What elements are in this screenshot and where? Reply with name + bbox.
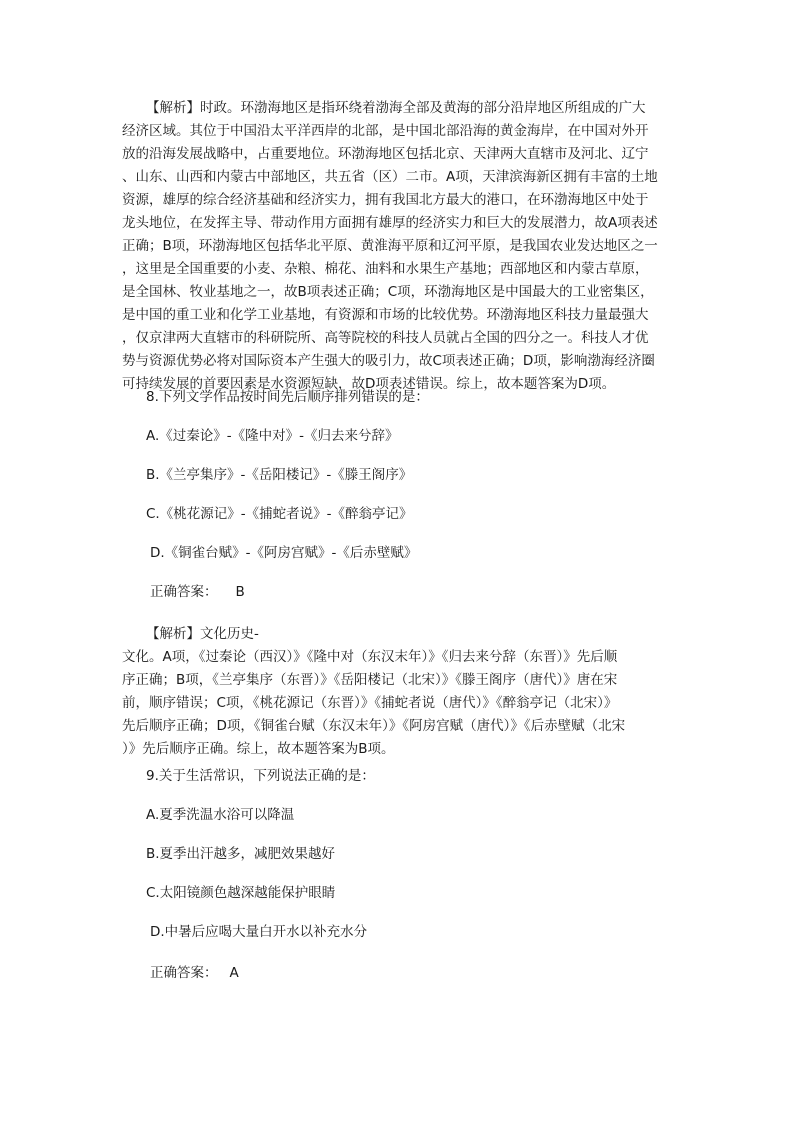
q9-option-c: C.太阳镜颜色越深越能保护眼睛 <box>146 885 336 901</box>
q8-option-d: D.《铜雀台赋》-《阿房宫赋》-《后赤壁赋》 <box>150 545 418 561</box>
q9-option-a: A.夏季洗温水浴可以降温 <box>146 807 295 823</box>
q9-option-b: B.夏季出汗越多，减肥效果越好 <box>146 846 336 862</box>
analysis-line: ，这里是全国重要的小麦、杂粮、棉花、油料和水果生产基地；西部地区和内蒙古草原， <box>122 261 649 277</box>
answer-value: B <box>235 584 245 600</box>
analysis-line: 势与资源优势必将对国际资本产生强大的吸引力，故C项表述正确；D项，影响渤海经济圈 <box>122 353 655 369</box>
q9-question: 9.关于生活常识，下列说法正确的是： <box>146 768 375 784</box>
q8-option-c: C.《桃花源记》-《捕蛇者说》-《醉翁亭记》 <box>146 506 413 522</box>
analysis-line: 龙头地位，在发挥主导、带动作用方面拥有雄厚的经济实力和巨大的发展潜力，故A项表述 <box>122 215 658 231</box>
analysis-line: 先后顺序正确；D项，《铜雀台赋（东汉末年）》《阿房宫赋（唐代）》《后赤壁赋（北宋 <box>122 718 626 734</box>
q9-option-d: D.中暑后应喝大量白开水以补充水分 <box>150 924 368 940</box>
analysis-line: 放的沿海发展战略中，占重要地位。环渤海地区包括北京、天津两大直辖市及河北、辽宁 <box>122 146 649 162</box>
analysis-line: 文化。A项，《过秦论（西汉）》《隆中对（东汉末年）》《归去来兮辞（东晋）》先后顺 <box>122 649 618 665</box>
analysis-line: 序正确；B项，《兰亭集序（东晋）》《岳阳楼记（北宋）》《滕王阁序（唐代）》唐在宋 <box>122 672 618 688</box>
analysis-line: 是中国的重工业和化学工业基地，有资源和市场的比较优势。环渤海地区科技力量最强大 <box>122 307 649 323</box>
analysis-line: 可持续发展的首要因素是水资源短缺，故D项表述错误。综上，故本题答案为D项。 <box>122 376 616 392</box>
analysis-line: 前，顺序错误；C项，《桃花源记（东晋）》《捕蛇者说（唐代）》《醉翁亭记（北宋）》 <box>122 695 618 711</box>
analysis-line: 经济区域。其位于中国沿太平洋西岸的北部，是中国北部沿海的黄金海岸，在中国对外开 <box>122 123 649 139</box>
answer-value: A <box>229 965 239 981</box>
analysis-head: 【解析】文化历史- <box>146 626 259 642</box>
analysis-line: ，仅京津两大直辖市的科研院所、高等院校的科技人员就占全国的四分之一。科技人才优 <box>122 330 649 346</box>
q8-analysis <box>122 623 678 761</box>
q7-analysis <box>122 97 678 396</box>
analysis-line: 是全国林、牧业基地之一，故B项表述正确；C项，环渤海地区是中国最大的工业密集区， <box>122 284 654 300</box>
analysis-line: 正确；B项，环渤海地区包括华北平原、黄淮海平原和辽河平原，是我国农业发达地区之一 <box>122 238 658 254</box>
q8-option-b: B.《兰亭集序》-《岳阳楼记》-《滕王阁序》 <box>146 467 413 483</box>
analysis-line: 【解析】时政。环渤海地区是指环绕着渤海全部及黄海的部分沿岸地区所组成的广大 <box>146 100 646 116</box>
answer-label: 正确答案： <box>150 965 218 981</box>
q8-option-a: A.《过秦论》-《隆中对》-《归去来兮辞》 <box>146 428 399 444</box>
q9-answer <box>150 962 239 985</box>
analysis-line: ）》先后顺序正确。综上，故本题答案为B项。 <box>122 741 395 757</box>
q8-answer <box>150 581 245 604</box>
analysis-line: 、山东、山西和内蒙古中部地区，共五省（区）二市。A项，天津滨海新区拥有丰富的土地 <box>122 169 658 185</box>
q8-question: 8.下列文学作品按时间先后顺序排列错误的是： <box>146 389 429 405</box>
analysis-line: 资源，雄厚的综合经济基础和经济实力，拥有我国北方最大的港口，在环渤海地区中处于 <box>122 192 649 208</box>
answer-label: 正确答案： <box>150 584 218 600</box>
